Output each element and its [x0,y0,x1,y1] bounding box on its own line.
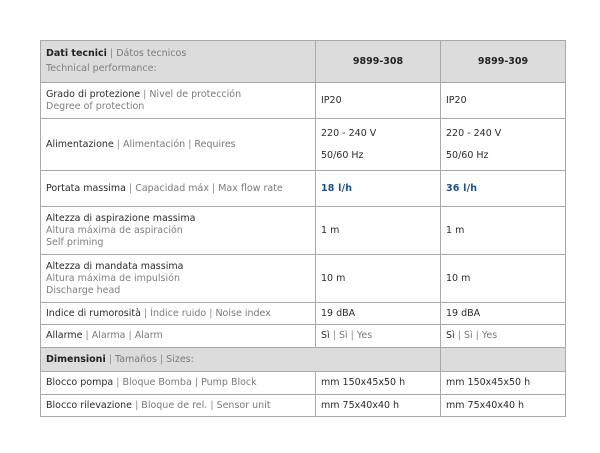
flow-value-1: 18 l/h [316,171,441,207]
sensor-unit-row [41,395,566,417]
power-row [41,119,566,171]
flow-row [41,171,566,207]
sensor-unit-value-2: mm 75x40x40 h [441,395,566,417]
pump-block-label: Blocco pompa | Bloque Bomba | Pump Block [41,372,316,395]
protection-row [41,83,566,119]
sensor-unit-label: Blocco rilevazione | Bloque de rel. | Sensor unit [41,395,316,417]
pump-block-row [41,372,566,395]
model-2-code: 9899-309 [441,41,566,83]
model-1-code: 9899-308 [316,41,441,83]
dimensions-title: Dimensioni [46,353,106,365]
noise-value-2: 19 dBA [441,303,566,325]
suction-value-2: 1 m [441,207,566,255]
noise-row [41,303,566,325]
alarm-label: Allarme | Alarma | Alarm [41,325,316,348]
header-title: Dati tecnici [46,48,107,59]
dimensions-empty-cell [441,348,566,372]
header-title-es: Dátos tecnicos [116,48,187,59]
suction-label: Altezza di aspirazione massima Altura máxima de aspiración Self priming [41,207,316,255]
suction-value-1: 1 m [316,207,441,255]
header-title-cell: Dati tecnici | Dátos tecnicos Technical performance: [41,41,316,83]
discharge-value-1: 10 m [316,255,441,303]
discharge-value-2: 10 m [441,255,566,303]
alarm-value-1: Sì | Sì | Yes [316,325,441,348]
dimensions-header-row [41,348,566,372]
pump-block-value-2: mm 150x45x50 h [441,372,566,395]
power-value-2: 220 - 240 V 50/60 Hz [441,119,566,171]
protection-label: Grado di protezione | Nivel de protección Degree of protection [41,83,316,119]
power-value-1: 220 - 240 V 50/60 Hz [316,119,441,171]
alarm-value-2: Sì | Sì | Yes [441,325,566,348]
discharge-label: Altezza di mandata massima Altura máxima de impulsión Discharge head [41,255,316,303]
protection-value-1: IP20 [316,83,441,119]
flow-value-2: 36 l/h [441,171,566,207]
dimensions-title-cell: Dimensioni | Tamaños | Sizes: [41,348,441,372]
power-label: Alimentazione | Alimentación | Requires [41,119,316,171]
noise-value-1: 19 dBA [316,303,441,325]
flow-label: Portata massima | Capacidad máx | Max flow rate [41,171,316,207]
sensor-unit-value-1: mm 75x40x40 h [316,395,441,417]
discharge-row [41,255,566,303]
header-title-en: Technical performance: [46,63,157,74]
protection-value-2: IP20 [441,83,566,119]
noise-label: Indice di rumorosità | Índice ruido | Noise index [41,303,316,325]
pump-block-value-1: mm 150x45x50 h [316,372,441,395]
suction-row [41,207,566,255]
header-row [41,41,566,83]
alarm-row [41,325,566,348]
tech-spec-table [40,40,566,417]
